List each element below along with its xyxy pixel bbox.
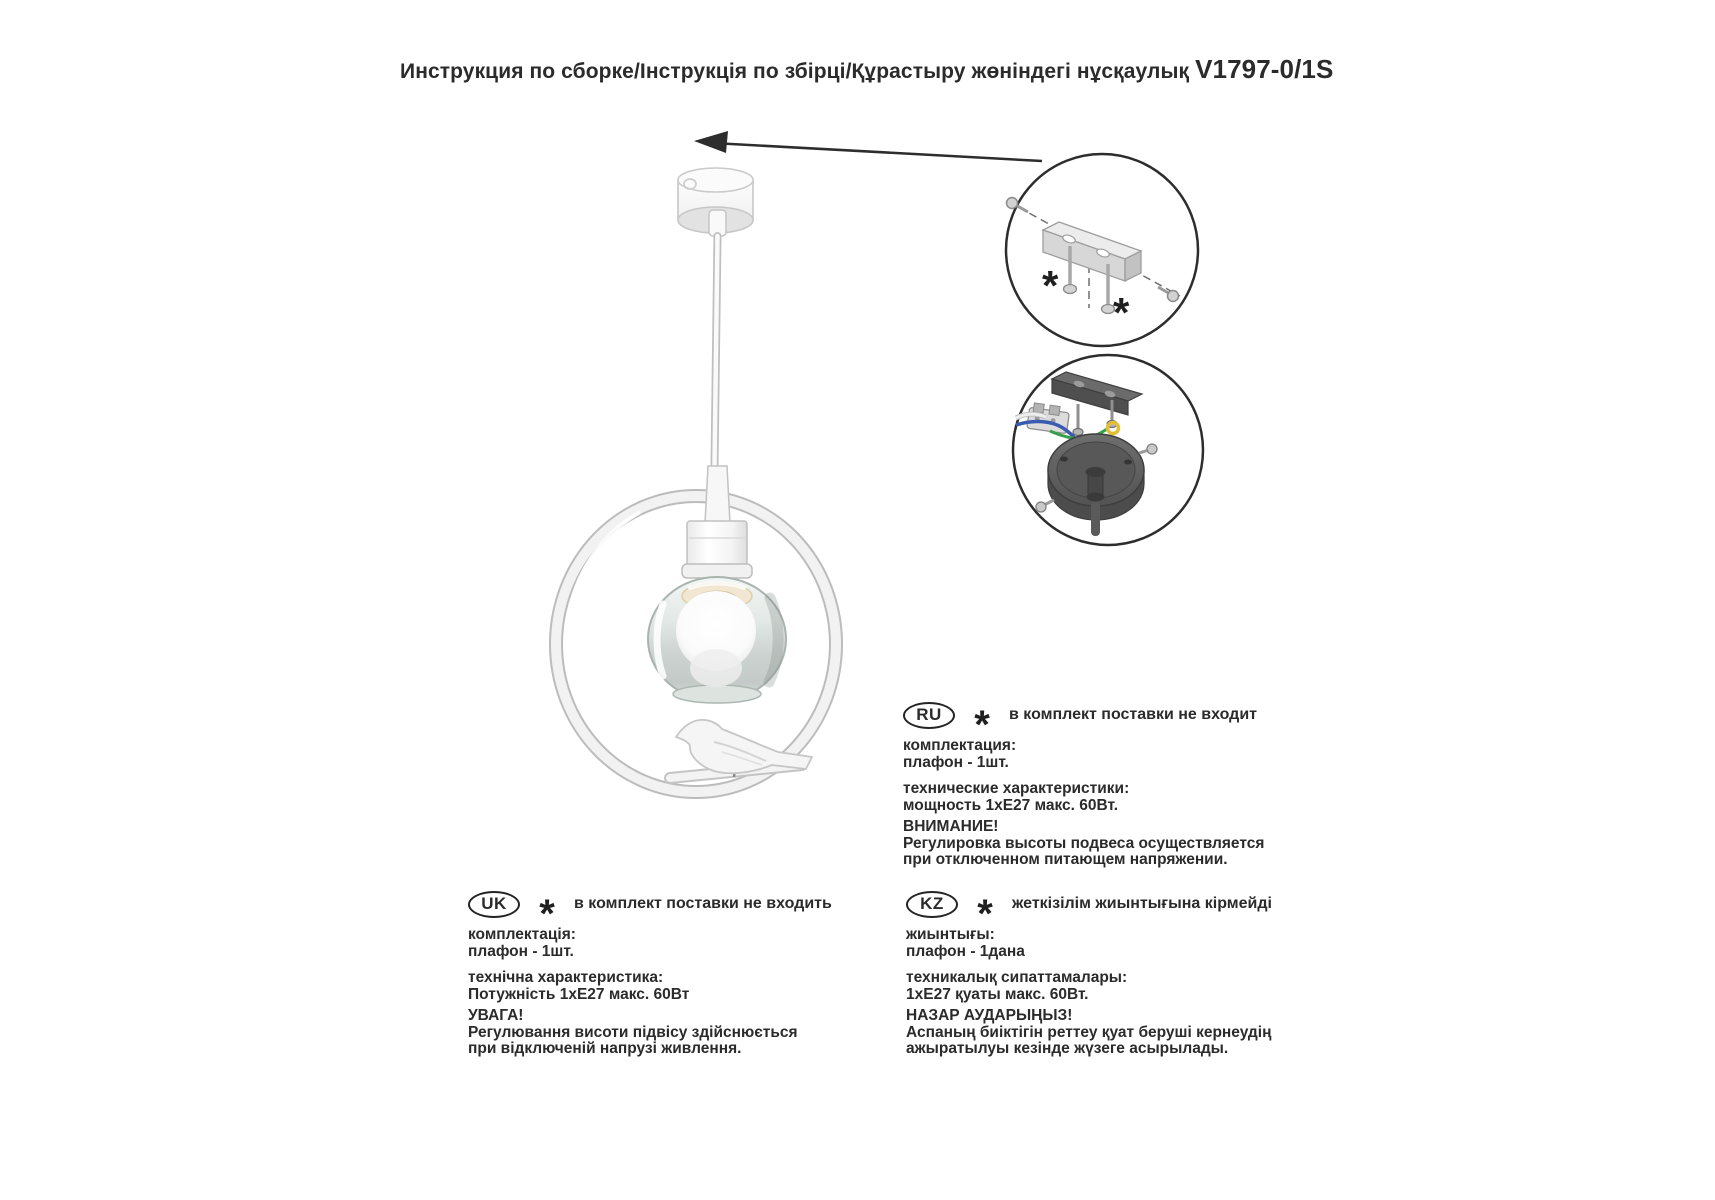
spec-value-uk: Потужність 1хЕ27 макс. 60Вт bbox=[468, 985, 690, 1003]
glass-shade bbox=[648, 577, 786, 703]
not-included-asterisk: * bbox=[1113, 289, 1130, 336]
warning-line1-kz: Аспаның биіктігін реттеу қуат беруші кернеудің bbox=[906, 1023, 1272, 1041]
note-ru: в комплект поставки не входит bbox=[1009, 706, 1257, 723]
note-uk: в комплект поставки не входить bbox=[574, 895, 832, 912]
section-uk bbox=[468, 889, 918, 1058]
warning-line1-uk: Регулювання висоти підвісу здійснюється bbox=[468, 1023, 798, 1041]
section-kz bbox=[906, 889, 1356, 1058]
kit-label-uk: комплектація: bbox=[468, 926, 576, 943]
page-title bbox=[400, 54, 1334, 85]
section-uk-header: UK * в комплект поставки не входить bbox=[468, 889, 918, 919]
note-kz: жеткізілім жиынтығына кірмейді bbox=[1012, 895, 1272, 912]
warning-title-uk: УВАГА! bbox=[468, 1007, 524, 1024]
lamp-socket bbox=[682, 466, 752, 578]
kit-value-kz: плафон - 1дана bbox=[906, 942, 1025, 960]
ceiling-canopy bbox=[678, 168, 753, 236]
warning-line1-ru: Регулировка высоты подвеса осуществляется bbox=[903, 834, 1265, 852]
not-included-asterisk: * bbox=[1042, 262, 1059, 309]
kit-label-kz: жиынтығы: bbox=[906, 926, 995, 943]
kit-value-uk: плафон - 1шт. bbox=[468, 942, 574, 960]
lang-badge-ru: RU bbox=[903, 702, 955, 729]
spec-value-kz: 1хЕ27 қуаты макс. 60Вт. bbox=[906, 985, 1089, 1003]
suspension-cord bbox=[715, 236, 718, 472]
warning-title-ru: ВНИМАНИЕ! bbox=[903, 818, 999, 835]
section-kz-header: KZ * жеткізілім жиынтығына кірмейді bbox=[906, 889, 1356, 919]
kit-label-ru: комплектация: bbox=[903, 737, 1017, 754]
kit-value-ru: плафон - 1шт. bbox=[903, 753, 1009, 771]
spec-label-kz: техникалық сипаттамалары: bbox=[906, 969, 1128, 986]
detail-pointer-arrow bbox=[694, 131, 1042, 161]
warning-line2-ru: при отключенном питающем напряжении. bbox=[903, 851, 1228, 868]
spec-value-ru: мощность 1хЕ27 макс. 60Вт. bbox=[903, 796, 1119, 814]
warning-title-kz: НАЗАР АУДАРЫҢЫЗ! bbox=[906, 1007, 1073, 1024]
warning-line2-uk: при відключеній напрузі живлення. bbox=[468, 1040, 742, 1057]
warning-line2-kz: ажыратылуы кезінде жүзеге асырылады. bbox=[906, 1040, 1229, 1057]
section-ru bbox=[903, 700, 1353, 869]
spec-label-ru: технические характеристики: bbox=[903, 780, 1130, 797]
lang-badge-kz: KZ bbox=[906, 891, 958, 918]
wiring-detail-callout bbox=[1013, 355, 1203, 545]
pendant-lamp bbox=[556, 168, 836, 792]
section-ru-header: RU * в комплект поставки не входит bbox=[903, 700, 1353, 730]
model-number: V1797-0/1S bbox=[1195, 54, 1334, 84]
bracket-detail-callout bbox=[1006, 154, 1198, 346]
spec-label-uk: технічна характеристика: bbox=[468, 969, 664, 986]
page-title-text: Инструкция по сборке/Інструкція по збірці/Құрастыру жөніндегі нұсқаулық bbox=[400, 60, 1190, 83]
lang-badge-uk: UK bbox=[468, 891, 520, 918]
